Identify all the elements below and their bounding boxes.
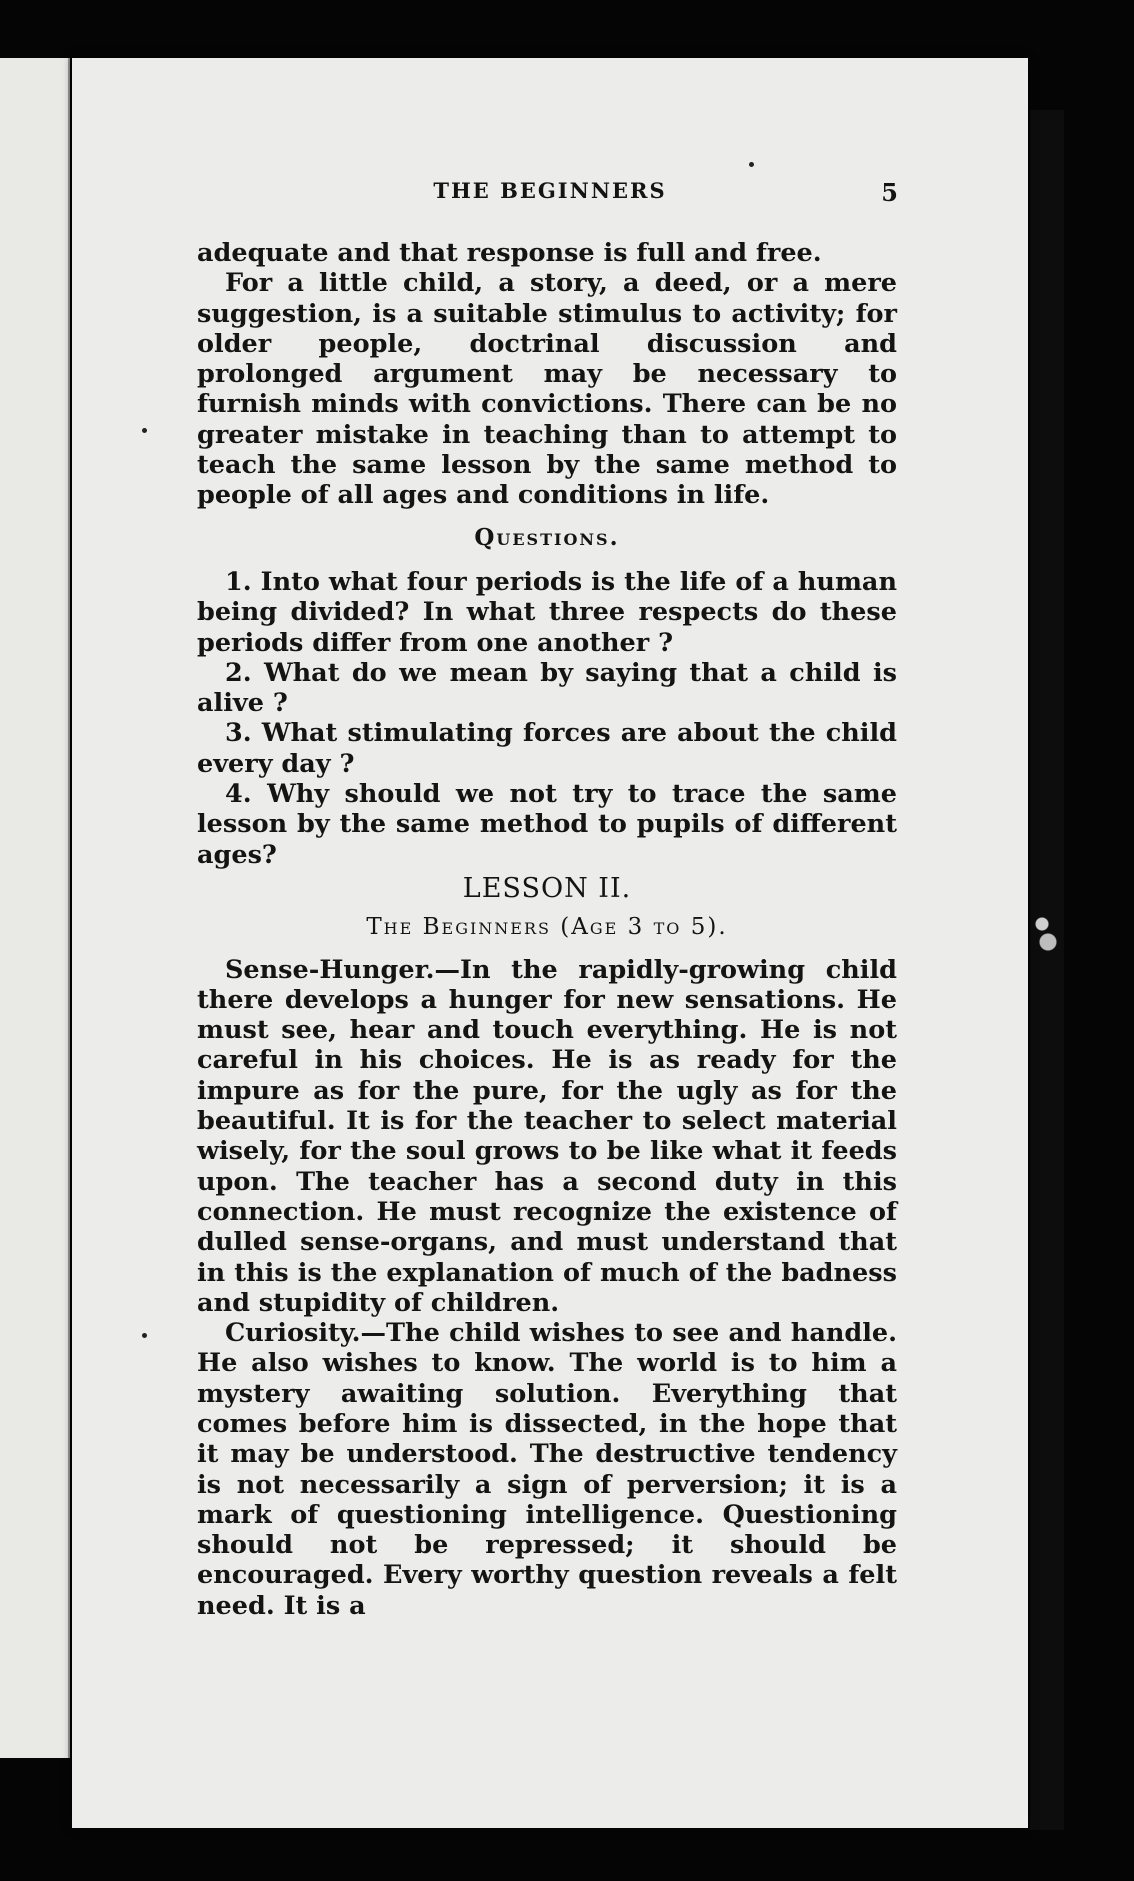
running-title: THE BEGINNERS — [433, 178, 667, 203]
paragraph: Sense-Hunger.—In the rapidly-growing child there develops a hunger for new sensations. He must see, hear and touch everything. He is not careful in his choices. He is as ready for the impure as for the pure, for the ugly as for the beautiful. It is for the teacher to select material wisely, for the soul grows to be like what it feeds upon. The teacher has a second duty in this connection. He must recognize the existence of dulled sense-organs, and must understand that in this is the explanation of much of the badness and stupidity of children. — [197, 954, 897, 1318]
questions-heading: Questions. — [474, 523, 620, 551]
margin-dot — [749, 162, 754, 167]
page-number: 5 — [881, 178, 898, 207]
book-edge — [1030, 110, 1064, 1830]
margin-dot — [142, 428, 147, 433]
book-page — [72, 58, 1028, 1828]
paragraph: Curiosity.—The child wishes to see and handle. He also wishes to know. The world is to him a mystery awaiting solution. Everything that comes before him is dissected, in the hope that it may be understood. The destructive tendency is not necessarily a sign of perversion; it is a mark of questioning intelligence. Questioning should not be repressed; it should be encouraged. Every worthy question reveals a felt need. It is a — [197, 1318, 897, 1621]
paragraph: adequate and that response is full and free. — [197, 238, 822, 268]
running-head — [72, 178, 1028, 208]
paragraph: For a little child, a story, a deed, or a mere suggestion, is a suitable stimulus to activity; for older people, doctrinal discussion and prolonged argument may be necessary to furnish minds with convictions. There can be no greater mistake in teaching than to attempt to teach the same lesson by the same method to people of all ages and conditions in life. — [197, 268, 897, 511]
question-item: 4. Why should we not try to trace the same lesson by the same method to pupils of different ages? — [197, 779, 897, 870]
adjacent-page-edge — [0, 58, 70, 1758]
body-text — [197, 238, 897, 1621]
lesson-title: LESSON II. — [462, 872, 632, 904]
question-item: 3. What stimulating forces are about the child every day ? — [197, 718, 897, 779]
question-item: 1. Into what four periods is the life of a human being divided? In what three respects do these periods differ from one another ? — [197, 566, 897, 658]
lesson-subtitle: The Beginners (Age 3 to 5). — [366, 914, 728, 941]
question-item: 2. What do we mean by saying that a child is alive ? — [197, 657, 897, 719]
page-damage-mark — [1030, 900, 1060, 960]
margin-dot — [142, 1333, 147, 1338]
